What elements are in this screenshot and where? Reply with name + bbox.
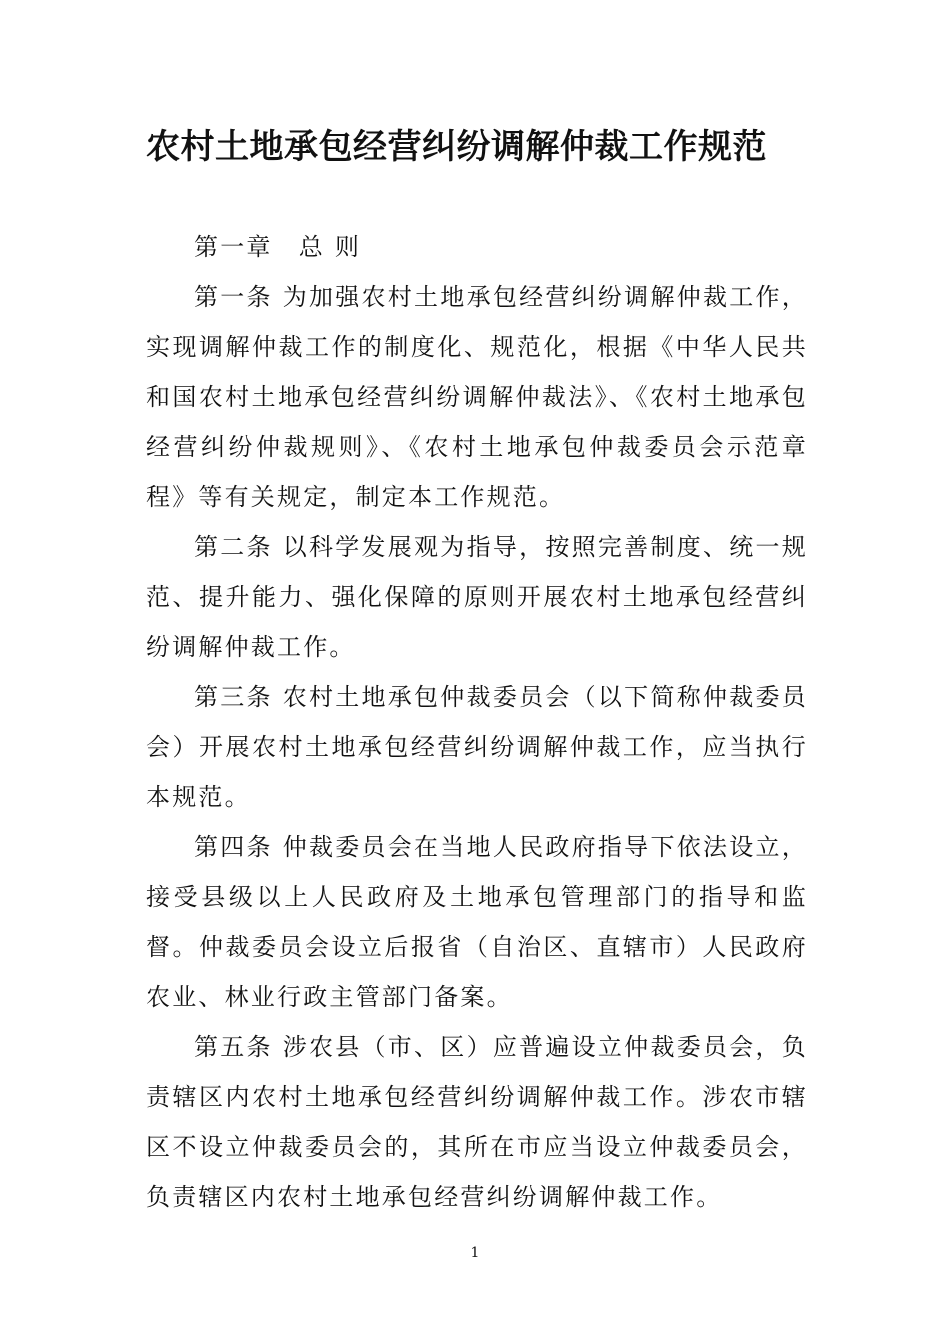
document-title: 农村土地承包经营纠纷调解仲裁工作规范: [146, 127, 767, 167]
page-number: 1: [470, 1245, 480, 1261]
article-5: 第五条 涉农县（市、区）应普遍设立仲裁委员会，负责辖区内农村土地承包经营纠纷调解仲裁工作。涉农市辖区不设立仲裁委员会的，其所在市应当设立仲裁委员会，负责辖区内农村土地承包经营纠纷调解仲裁工作。: [146, 1033, 808, 1211]
document-body: [146, 222, 808, 1222]
article-1: 第一条 为加强农村土地承包经营纠纷调解仲裁工作，实现调解仲裁工作的制度化、规范化，根据《中华人民共和国农村土地承包经营纠纷调解仲裁法》、《农村土地承包经营纠纷仲裁规则》、《农村土地承包仲裁委员会示范章程》等有关规定，制定本工作规范。: [146, 283, 808, 511]
article-2: 第二条 以科学发展观为指导，按照完善制度、统一规范、提升能力、强化保障的原则开展农村土地承包经营纠纷调解仲裁工作。: [146, 533, 808, 661]
article-4: 第四条 仲裁委员会在当地人民政府指导下依法设立，接受县级以上人民政府及土地承包管理部门的指导和监督。仲裁委员会设立后报省（自治区、直辖市）人民政府农业、林业行政主管部门备案。: [146, 833, 808, 1011]
chapter-heading: 第一章 总 则: [194, 233, 362, 261]
article-3: 第三条 农村土地承包仲裁委员会（以下简称仲裁委员会）开展农村土地承包经营纠纷调解仲裁工作，应当执行本规范。: [146, 683, 808, 811]
